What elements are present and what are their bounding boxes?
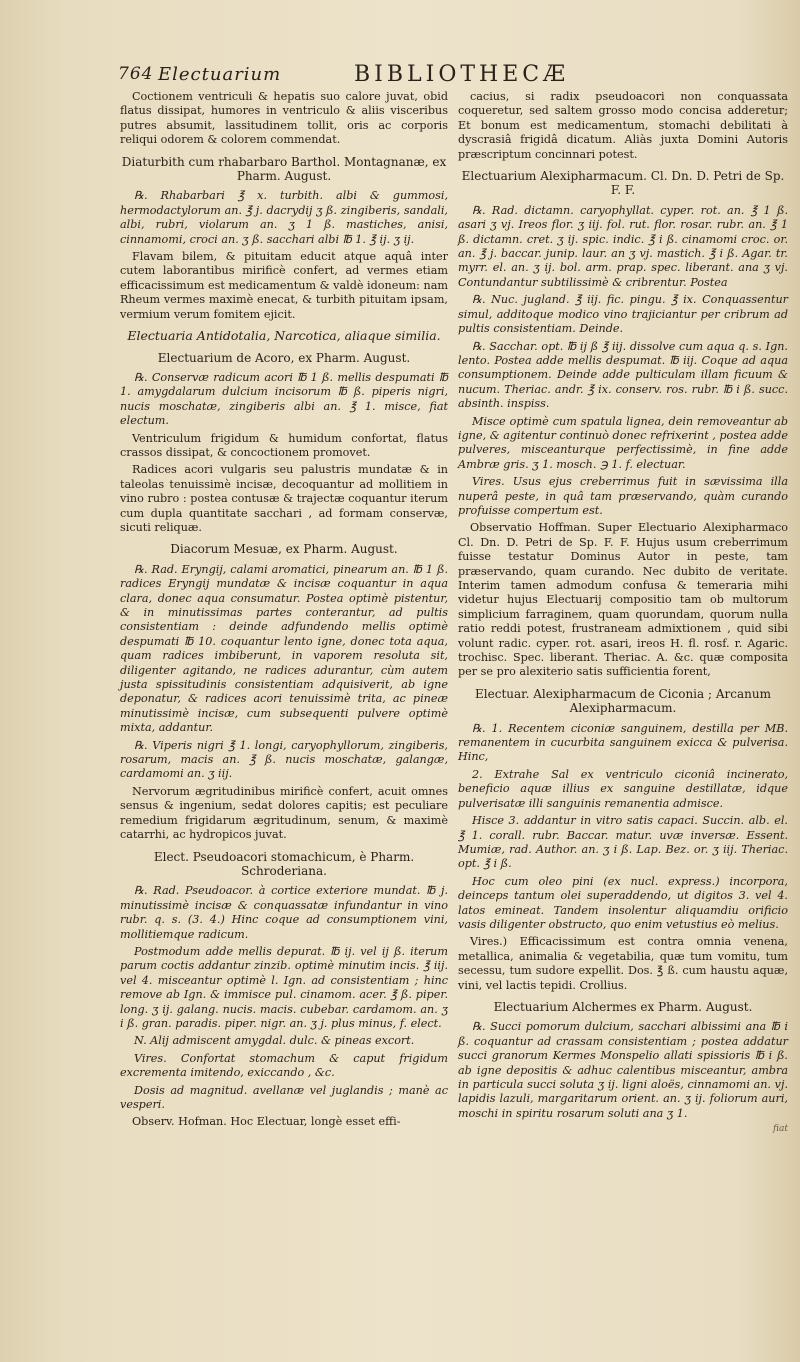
running-title: BIBLIOTHECÆ [354,62,570,87]
recipe-paragraph: Vires. Usus ejus creberrimus fuit in sævissima illa nuperâ peste, in quâ tam præservando, quàm curando profuisse compertum est. [458,475,788,517]
paragraph: Vires.) Efficacissimum est contra omnia venena, metallica, animalia & vegetabilia, quæ tum vomitu, tum secessu, tum sudore expellit. Dos. ℥ ß. cum haustu aquæ, vini, vel lactis tepidi. Crollius. [458,935,788,992]
section-heading: Electuarium Alexipharmacum. Cl. Dn. D. Petri de Sp. F. F. [461,169,785,198]
recipe-paragraph: Hoc cum oleo pini (ex nucl. express.) incorpora, deinceps tantum olei superaddendo, ut digitos 3. vel 4. latos emineat. Tandem insolentur aliquamdiu orificio vasis diligenter obstructo, quo enim vetustius eò melius. [458,874,788,931]
recipe-paragraph: Vires. Confortat stomachum & caput frigidum excrementa imitendo, exiccando , &c. [120,1051,448,1080]
recipe-paragraph: ℞. Rad. dictamn. caryophyllat. cyper. rot. an. ℥ 1 ß. asari ʒ vj. Ireos flor. ʒ iij. fol. rut. flor. rosar. rubr. an. ℥ 1 ß. dictamn. cret. ʒ ij. spic. indic. ℥ i ß. cinamomi croc. or. an. ℥ j. baccar. junip. laur. an ʒ vj. mastich. ℥ i ß. Agar. tr. myrr. el. an. ʒ ij. bol. arm. prap. spec. liberant. ana ʒ vj. Contundantur subtilissimè & cribrentur. Postea [458,203,788,289]
recipe-paragraph: ℞. Viperis nigri ℥ 1. longi, caryophyllorum, zingiberis, rosarum, macis an. ℥ ß. nucis moschatæ, galangæ, cardamomi an. ʒ iij. [120,738,448,781]
page-number: 764 [118,64,154,84]
recipe-paragraph: ℞. Succi pomorum dulcium, sacchari albissimi ana ℔ i ß. coquantur ad crassam consistentiam ; postea addatur succi granorum Kermes Monspelio allati spissioris ℔ i ß. ab igne depositis & adhuc calentibus misceantur, ambra in particula succi soluta ʒ ij. ligni aloës, cinnamomi an. vj. lapidis lazuli, margaritarum orient. an. ʒ ij. foliorum auri, moschi in spiritu rosarum soluti ana ʒ 1. [458,1020,788,1120]
recipe-paragraph: Postmodum adde mellis depurat. ℔ ij. vel ij ß. iterum parum coctis addantur zinzib. optimè minutim incis. ℥ iij. vel 4. misceantur optimè l. Ign. ad consistentiam ; hinc remove ab Ign. & immisce pul. cinamom. acer. ℥ ß. piper. long. ʒ ij. galang. nucis. macis. cubebar. cardamom. an. ʒ i ß. gran. paradis. piper. nigr. an. ʒ j. plus minus, f. elect. [120,944,448,1030]
recipe-paragraph: ℞. Rad. Eryngij, calami aromatici, pinearum an. ℔ 1 ß. radices Eryngij mundatæ & incisæ coquantur in aqua clara, donec aqua consumatur. Postea optimè pistentur, & in minutissimas partes conterantur, ad pultis consistentiam : deinde adfundendo mellis optimè despumati ℔ 10. coquantur lento igne, donec tota aqua, quam radices imbiberunt, in vaporem resoluta sit, diligenter agitando, ne radices adurantur, cùm autem justa spissitudinis consistentiam adquisiverit, ab igne deponatur, & radices acori tenuissimè trita, ac pineæ minutissimè incisæ, cum subsequenti pulvere optimè mixta, addantur. [120,562,448,735]
section-title: Electuarium [158,64,282,85]
paragraph: Ventriculum frigidum & humidum confortat, flatus crassos dissipat, & concoctionem promovet. [120,431,448,459]
recipe-paragraph: ℞. 1. Recentem ciconiæ sanguinem, destilla per MB. remanentem in cucurbita sanguinem exicca & pulverisa. Hinc, [458,721,788,764]
page-header [118,62,758,88]
recipe-paragraph: Misce optimè cum spatula lignea, dein removeantur ab igne, & agitentur continuò donec refrixerint , postea adde pulveres, misceanturque perfectissimè, in fine adde Ambræ gris. ʒ 1. mosch. ℈ 1. f. electuar. [458,414,788,471]
right-column [458,90,788,1137]
catchword: fiat [773,1124,788,1135]
section-heading: Diaturbith cum rhabarbaro Barthol. Montagnanæ, ex Pharm. August. [121,154,447,184]
section-heading: Electuarium de Acoro, ex Pharm. August. [157,350,411,365]
section-heading: Electuarium Alchermes ex Pharm. August. [493,999,753,1014]
paragraph: cacius, si radix pseudoacori non conquassata coqueretur, sed saltem grosso modo concisa adderetur; Et bonum est medicamentum, stomachi debilitati à dyscrasiâ frigidâ dicatum. Aliàs juxta Domini Autoris præscriptum concinnari potest. [458,90,788,161]
paragraph: Radices acori vulgaris seu palustris mundatæ & in taleolas tenuissimè incisæ, decoquantur ad mollitiem in vino rubro : postea contusæ & trajectæ coquantur iterum cum dupla quantitate sacchari , ad formam conservæ, sicuti reliquæ. [120,463,448,534]
recipe-paragraph: ℞. Rad. Pseudoacor. à cortice exteriore mundat. ℔ j. minutissimè incisæ & conquassatæ infundantur in vino rubr. q. s. (3. 4.) Hinc coque ad consumptionem vini, mollitiemque radicum. [120,884,448,941]
left-column [120,90,448,1133]
recipe-paragraph: Hisce 3. addantur in vitro satis capaci. Succin. alb. el. ℥ 1. corall. rubr. Baccar. matur. uvæ inversæ. Essent. Mumiæ, rad. Author. an. ʒ i ß. Lap. Bez. or. ʒ iij. Theriac. opt. ℥ i ß. [458,814,788,871]
recipe-paragraph: ℞. Conservæ radicum acori ℔ 1 ß. mellis despumati ℔ 1. amygdalarum dulcium incisorum ℔ ß. piperis nigri, nucis moschatæ, zingiberis albi an. ℥ 1. misce, fiat electum. [120,370,448,428]
recipe-paragraph: ℞. Rhabarbari ℥ x. turbith. albi & gummosi, hermodactylorum an. ℥ j. dacrydij ʒ ß. zingiberis, sandali, albi, rubri, violarum an. ʒ 1 ß. mastiches, anisi, cinnamomi, croci an. ʒ ß. sacchari albi ℔ 1. ℥ ij. ʒ ij. [120,189,448,246]
section-heading: Electuaria Antidotalia, Narcotica, aliaque similia. [127,328,441,344]
recipe-paragraph: N. Alij admiscent amygdal. dulc. & pineas excort. [134,1034,415,1048]
section-heading: Elect. Pseudoacori stomachicum, è Pharm. Schroderiana. [153,849,415,878]
recipe-paragraph: ℞. Sacchar. opt. ℔ ij ß ℥ iij. dissolve cum aqua q. s. Ign. lento. Postea adde mellis despumat. ℔ iij. Coque ad aqua consumptionem. Deinde adde pulticulam illam ficuum & nucum. Theriac. andr. ℥ ix. conserv. ros. rubr. ℔ i ß. succ. absinth. inspiss. [458,339,788,411]
section-heading: Diacorum Mesuæ, ex Pharm. August. [170,542,398,557]
section-heading: Electuar. Alexipharmacum de Ciconia ; Arcanum Alexipharmacum. [475,686,771,716]
paragraph: Flavam bilem, & pituitam educit atque aquâ inter cutem laborantibus mirificè confert, ad vermes etiam efficacissimum est medicamentum & valdè idoneum: nam Rheum vermes maximè enecat, & turbith pituitam ipsam, vermium verum fomitem ejicit. [120,250,448,321]
recipe-paragraph: 2. Extrahe Sal ex ventriculo ciconiâ incinerato, beneficio aquæ illius ex sanguine destillatæ, idque pulverisatæ illi sanguinis remanentia admisce. [458,767,788,810]
paragraph: Observatio Hoffman. Super Electuario Alexipharmaco Cl. Dn. D. Petri de Sp. F. F. Hujus usum creberrimum fuisse testatur Dominus Autor in peste, tam præservando, quam curando. Nec dubito de veritate. Interim tamen admodum confusa & temeraria mihi videtur hujus Electuarij compositio tam ob multorum simplicium farraginem, quam quorundam, quorum nulla ratio reddi potest, frustraneam admixtionem , quid sibi volunt radic. cyper. rot. asari, ireos H. fl. rosf. r. Agaric. trochisc. Spec. liberant. Theriac. A. &c. quæ composita per se pro alexiterio satis sufficientia forent, [458,521,788,679]
paragraph: Nervorum ægritudinibus mirificè confert, acuit omnes sensus & ingenium, sedat dolores capitis; est peculiare remedium frigidarum ægritudinum, senum, & maximè catarrhi, ac hydropicos juvat. [120,784,448,842]
paragraph: Observ. Hofman. Hoc Electuar, longè esset effi- [132,1115,401,1129]
recipe-paragraph: Dosis ad magnitud. avellanæ vel juglandis ; manè ac vesperi. [120,1083,448,1111]
recipe-paragraph: ℞. Nuc. jugland. ℥ iij. fic. pingu. ℥ ix. Conquassentur simul, additoque modico vino trajiciantur per cribrum ad pultis consistentiam. Deinde. [458,293,788,336]
paragraph: Coctionem ventriculi & hepatis suo calore juvat, obid flatus dissipat, humores in ventriculo & aliis visceribus putres absumit, lassitudinem tollit, oris ac corporis reliqui odorem & colorem commendat. [120,90,448,147]
